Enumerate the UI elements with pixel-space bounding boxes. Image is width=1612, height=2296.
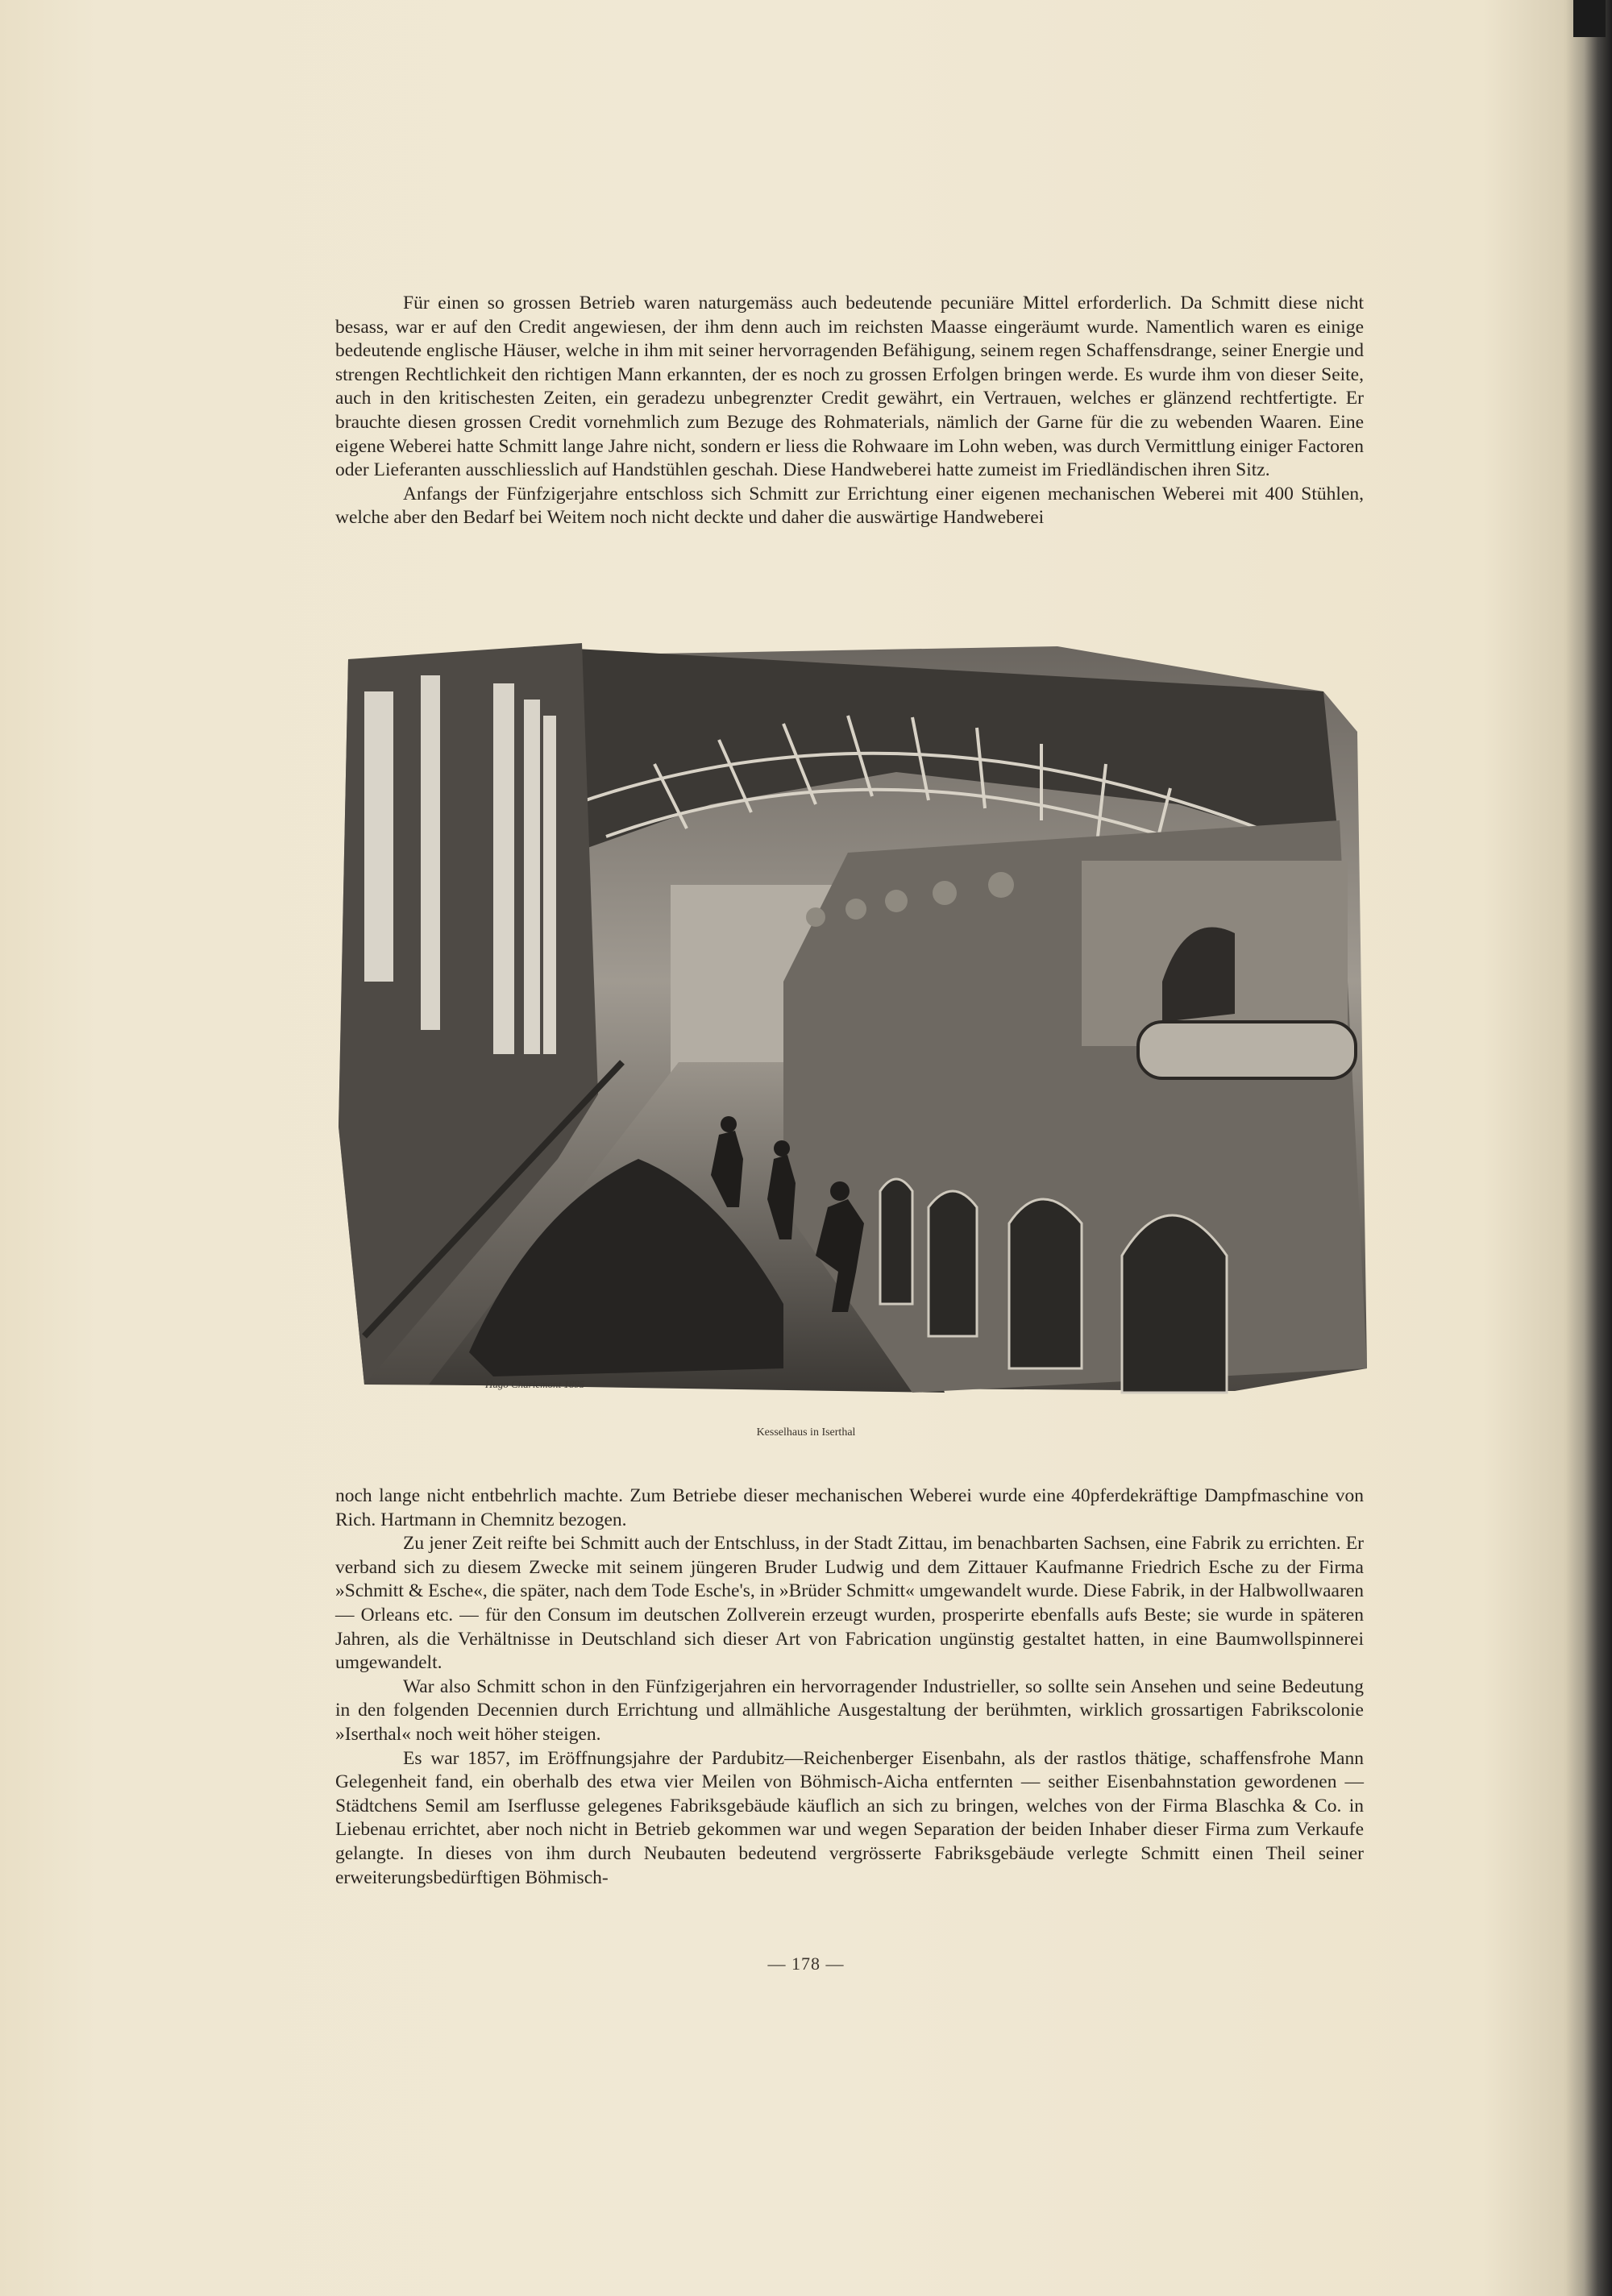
artist-signature: Hugo Charlemont 1895 xyxy=(485,1378,585,1390)
corner-tab xyxy=(1573,0,1606,37)
page-number: — 178 — xyxy=(767,1953,845,1974)
paragraph-iserthal: War also Schmitt schon in den Fünfzigerjahren ein hervorragender Industrieller, so sollte sein Ansehen und seine Bedeutung in den folgenden Decennien durch Errichtung und allmähliche Ausgestaltung der berühmten, wirklich grossartigen Fabrikscolonie »Iserthal« noch weit höher steigen. xyxy=(335,1675,1364,1745)
paragraph-credit: Für einen so grossen Betrieb waren naturgemäss auch bedeutende pecuniäre Mittel erforderlich. Da Schmitt diese nicht besass, war er auf den Credit angewiesen, der ihm denn auch im reichsten Maasse eingeräumt wurde. Namentlich waren es einige bedeutende englische Häuser, welche in ihm mit seiner hervorragenden Befähigung, seinem regen Schaffensdrange, seiner Energie und strengen Rechtlichkeit den richtigen Mann erkannten, der es noch zu grossen Erfolgen bringen werde. Es wurde ihm von dieser Seite, auch in den kritischesten Zeiten, ein geradezu unbegrenzter Credit gewährt, ein Vertrauen, welches er glänzend rechtfertigte. Er brauchte diesen grossen Credit vornehmlich zum Bezuge des Rohmaterials, nämlich der Garne für die zu webenden Waaren. Eine eigene Weberei hatte Schmitt lange Jahre nicht, sondern er liess die Rohwaare im Lohn weben, was durch Vermittlung einiger Factoren oder Lieferanten ausschliesslich auf Handstühlen geschah. Diese Handweberei hatte zumeist im Friedländischen ihren Sitz. xyxy=(335,293,1364,481)
boiler-house-illustration xyxy=(332,643,1372,1394)
bottom-text-block xyxy=(335,1484,1364,1890)
illustration-caption: Kesselhaus in Iserthal xyxy=(756,1426,856,1439)
paragraph-weberei: Anfangs der Fünfzigerjahre entschloss sich Schmitt zur Errichtung einer eigenen mechanischen Weberei mit 400 Stühlen, welche aber den Bedarf bei Weitem noch nicht deckte und daher die auswärtige Handweberei xyxy=(335,483,1364,529)
binding-edge xyxy=(1565,0,1612,2296)
paragraph-zittau: Zu jener Zeit reifte bei Schmitt auch der Entschluss, in der Stadt Zittau, im benachbarten Sachsen, eine Fabrik zu errichten. Er verband sich zu diesem Zwecke mit seinem jüngeren Bruder Ludwig und dem Zittauer Kaufmanne Friedrich Esche zu der Firma »Schmitt & Esche«, die später, nach dem Tode Esche's, in »Brüder Schmitt« umgewandelt wurde. Diese Fabrik, in der Halbwollwaaren — Orleans etc. — für den Consum im deutschen Zollverein erzeugt wurden, prosperirte ebenfalls aufs Beste; sie wurde in späteren Jahren, als die Verhältnisse in Deutschland sich dieser Art von Fabrication ungünstig gestaltet hatten, in eine Baumwollspinnerei umgewandelt. xyxy=(335,1533,1364,1674)
steam-drum xyxy=(1138,1022,1356,1078)
paragraph-1857: Es war 1857, im Eröffnungsjahre der Pardubitz—Reichenberger Eisenbahn, als der rastlos thätige, schaffensfrohe Mann Gelegenheit fand, ein oberhalb des etwa vier Meilen von Böhmisch-Aicha entfernten — seither Eisenbahnstation gewordenen — Städtchens Semil am Iserflusse gelegenes Fabriksgebäude käuflich an sich zu bringen, welches von der Firma Blaschka & Co. in Liebenau errichtet, aber noch nicht in Betrieb gekommen war und wegen Separation der beiden Inhaber dieser Firma zum Verkaufe gelangte. In dieses von ihm durch Neubauten bedeutend vergrösserte Fabriksgebäude verlegte Schmitt einen Theil seiner erweiterungsbedürftigen Böhmisch- xyxy=(335,1747,1364,1888)
top-text-block xyxy=(335,292,1364,530)
paragraph-dampfmaschine: noch lange nicht entbehrlich machte. Zum Betriebe dieser mechanischen Weberei wurde eine 40pferdekräftige Dampfmaschine von Rich. Hartmann in Chemnitz bezogen. xyxy=(335,1485,1364,1530)
